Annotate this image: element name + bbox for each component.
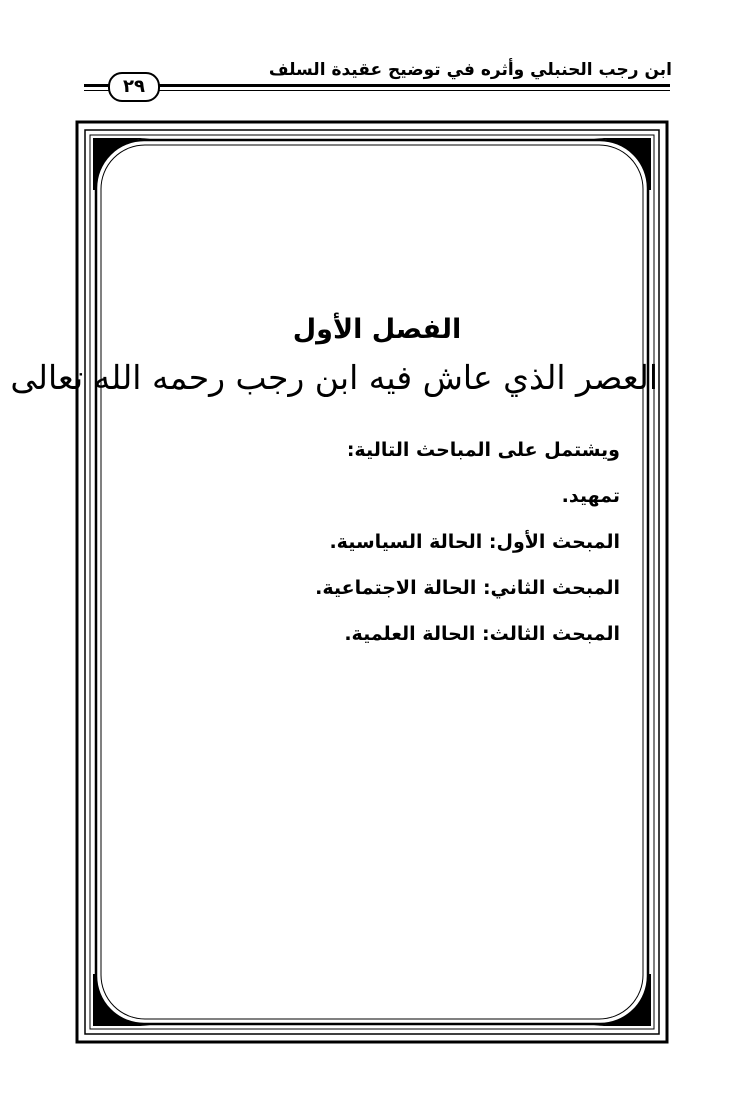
chapter-contents bbox=[120, 436, 620, 666]
contents-item-section-2: المبحث الثاني: الحالة الاجتماعية. bbox=[315, 577, 620, 599]
contents-intro: ويشتمل على المباحث التالية: bbox=[346, 439, 620, 461]
contents-item-section-1: المبحث الأول: الحالة السياسية. bbox=[329, 531, 620, 553]
contents-item-section-3: المبحث الثالث: الحالة العلمية. bbox=[344, 623, 620, 645]
chapter-title: العصر الذي عاش فيه ابن رجب رحمه الله تعالى bbox=[10, 358, 658, 397]
page-number: ٢٩ bbox=[108, 72, 160, 102]
chapter-heading: الفصل الأول bbox=[292, 314, 462, 345]
running-header-title: ابن رجب الحنبلي وأثره في توضيح عقيدة السلف bbox=[268, 60, 672, 80]
contents-item-preface: تمهيد. bbox=[561, 485, 620, 507]
